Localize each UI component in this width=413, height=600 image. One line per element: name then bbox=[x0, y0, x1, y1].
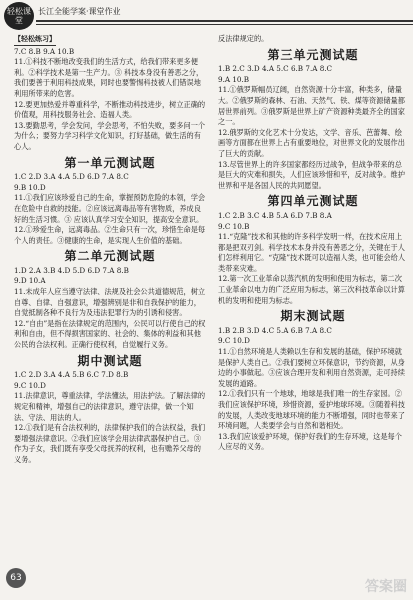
answer-line: 1.B 2.C 3.D 4.A 5.C 6.B 7.A 8.C bbox=[218, 64, 333, 74]
unit2-answers bbox=[14, 266, 206, 351]
unit2-title: 第二单元测试题 bbox=[64, 249, 156, 264]
answer-line: 1.D 2.A 3.B 4.D 5.D 6.D 7.A 8.B bbox=[14, 265, 129, 275]
book-title: 长江全能学案·课堂作业 bbox=[38, 7, 121, 16]
header-rule bbox=[36, 20, 413, 22]
unit1-answers bbox=[14, 172, 206, 246]
answer-line: 13.我们应该爱护环境，保护好我们的生存环境，这是每个人应尽的义务。 bbox=[218, 431, 402, 452]
answer-line: 11.“克隆”技术和其他的许多科学发明一样，在技术应用上都是把双刃剑。科学技术本身并没有善恶之分，关键在于人们怎样利用它。“克隆”技术既可以造福人类，也可能会给人类带来灾难。 bbox=[218, 232, 406, 273]
answer-line: 12.①珍爱生命，远离毒品。②生命只有一次，珍惜生命是每个人的责任。③健康的生命，是实现人生价值的基础。 bbox=[14, 225, 206, 245]
final-title: 期末测试题 bbox=[280, 309, 346, 324]
answer-line: 11.未成年人应当遵守法律、法规及社会公共道德规范，树立自尊、自律、自强意识，增强辨别是非和自我保护的能力，自觉抵制各种不良行为及违法犯罪行为的引诱和侵害。 bbox=[14, 287, 206, 318]
series-logo: 轻松课堂 bbox=[4, 2, 34, 30]
continued-answer bbox=[218, 34, 408, 45]
unit3-answers bbox=[218, 64, 408, 191]
answer-line: 反法律规定的。 bbox=[218, 34, 269, 43]
answer-line: 13.尽管世界上的许多国家都经历过战争，但战争带来的总是巨大的灾难和损失，人们应该珍惜和平，反对战争。维护世界和平是各国人民的共同愿望。 bbox=[218, 159, 405, 190]
answer-line: 11.①自然环境是人类赖以生存和发展的基础，保护环境就是保护人类自己。②我们要树立环保意识，节约资源，从身边的小事做起。③应该合理开发和利用自然资源，走可持续发展的道路。 bbox=[218, 347, 405, 388]
answer-line: 11.①俄罗斯幅员辽阔，自然资源十分丰富，种类多，储量大。②俄罗斯的森林、石油、天然气、铁、煤等资源储量都居世界前列。③俄罗斯是世界上矿产资源种类最齐全的国家之一。 bbox=[218, 85, 405, 127]
answer-line: 11.①科技不断地改变我们的生活方式，给我们带来更多便利。②科学技术是第一生产力。③ 科技本身没有善恶之分，我们要善于利用科技成果，同时也要警惕科技被人们错误地利用所带来的危害。 bbox=[14, 57, 204, 98]
answer-line: 9.A 10.B bbox=[218, 74, 250, 84]
answer-line: 12.要更加热爱并尊重科学，不断推动科技进步，树立正确的价值观，用科技服务社会、造福人类。 bbox=[14, 99, 206, 120]
answer-line: 7.C 8.B 9.A 10.B bbox=[14, 46, 75, 56]
final-answers bbox=[218, 326, 408, 453]
right-column bbox=[218, 34, 408, 453]
answer-line: 12.第一次工业革命以蒸汽机的发明和使用为标志，第二次工业革命以电力的广泛应用为标志，第三次科技革命以计算机的发明和使用为标志。 bbox=[218, 274, 405, 305]
answer-line: 1.B 2.B 3.D 4.C 5.A 6.B 7.A 8.C bbox=[218, 325, 332, 335]
answer-line: 9.C 10.D bbox=[14, 380, 46, 390]
answer-line: 11.①我们应该珍爱自己的生命，掌握预防危险的本领，学会在危险中自救的技能。②应该远离毒品等有害物质，养成良好的生活习惯。③ 应该认真学习安全知识，提高安全意识。 bbox=[14, 193, 206, 224]
unit3-title: 第三单元测试题 bbox=[267, 47, 359, 62]
unit1-title: 第一单元测试题 bbox=[64, 155, 156, 170]
unit4-title: 第四单元测试题 bbox=[267, 194, 359, 209]
unit4-answers bbox=[218, 211, 408, 306]
answer-line: 9.B 10.D bbox=[14, 182, 46, 192]
practice-tag: 【轻松练习】 bbox=[14, 34, 56, 46]
answer-line: 12.①我们只有一个地球，地球是我们唯一的生存家园。②我们应该保护环境，珍惜资源，爱护地球环境。③随着科技的发展，人类改变地球环境的能力不断增强，同时也带来了环境问题，人类要学会与自然和谐相处。 bbox=[218, 389, 405, 431]
page-header bbox=[0, 0, 413, 34]
answer-line: 1.C 2.D 3.A 4.A 5.D 6.D 7.A 8.C bbox=[14, 172, 129, 182]
answer-line: 12.①我们是有合法权利的，法律保护我们的合法权益，我们要增强法律意识。②我们应该学会用法律武器保护自己。③作为子女，我们既有享受父母抚养的权利，也有赡养父母的义务。 bbox=[14, 423, 206, 464]
answer-line: 1.C 2.D 3.A 4.A 5.B 6.C 7.D 8.B bbox=[14, 370, 129, 380]
midterm-answers bbox=[14, 370, 206, 465]
answer-line: 12.“自由”是指在法律规定的范围内，公民可以行使自己的权利和自由，但不得损害国家的、社会的、集体的利益和其他公民的合法权利。正确行使权利，自觉履行义务。 bbox=[14, 318, 206, 350]
answer-line: 9.C 10.D bbox=[218, 336, 250, 346]
practice-answers bbox=[14, 47, 206, 153]
header-rule-thin bbox=[36, 24, 413, 25]
answer-line: 11.法律意识，尊重法律，学法懂法，用法护法。了解法律的规定和精神，增强自己的法律意识，遵守法律，做一个知法、守法、用法的人。 bbox=[14, 391, 206, 422]
answer-line: 12.俄罗斯的文化艺术十分发达，文学、音乐、芭蕾舞、绘画等方面都在世界上占有重要地位，对世界文化的发展作出了巨大的贡献。 bbox=[218, 127, 405, 158]
midterm-title: 期中测试题 bbox=[77, 353, 143, 368]
answer-line: 13.要勤思考，学会发问，学会思考，不怕失败，要多问一个为什么；要努力学习科学文化知识，打好基础，做生活的有心人。 bbox=[14, 120, 206, 151]
watermark: 答案圈 bbox=[365, 579, 407, 595]
page-number: 63 bbox=[6, 568, 26, 588]
answer-line: 9.D 10.A bbox=[14, 276, 46, 286]
answer-line: 1.C 2.B 3.C 4.B 5.A 6.D 7.B 8.A bbox=[218, 210, 332, 220]
left-column bbox=[14, 34, 206, 466]
answer-line: 9.C 10.B bbox=[218, 221, 250, 231]
